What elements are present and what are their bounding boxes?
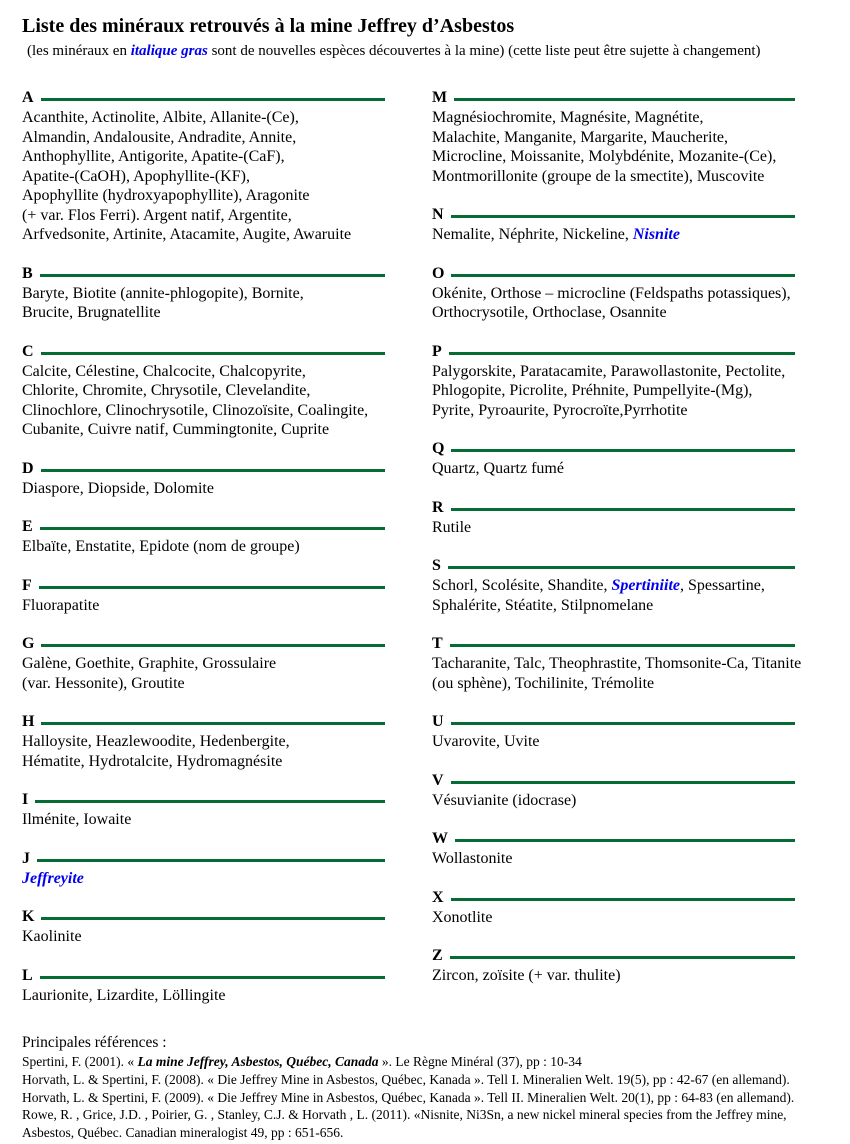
section-F <box>22 576 385 616</box>
mineral-line <box>22 752 385 772</box>
mineral-line <box>22 986 385 1006</box>
text-segment: Almandin, Andalousite, Andradite, Annite, <box>22 128 297 146</box>
letter-heading <box>432 264 795 284</box>
text-segment: Tacharanite, Talc, Theophrastite, Thomsonite-Ca, Titanite <box>432 655 802 672</box>
references-heading: Principales références : <box>22 1034 167 1051</box>
letter-heading <box>22 517 385 537</box>
letter-label: R <box>432 498 444 516</box>
section-V <box>432 771 795 811</box>
letter-label: D <box>22 459 34 477</box>
text-segment: Halloysite, Heazlewoodite, Hedenbergite, <box>22 733 290 750</box>
mineral-line <box>432 362 795 382</box>
text-segment: Cubanite, Cuivre natif, Cummingtonite, Cuprite <box>22 421 330 438</box>
text-segment: Palygorskite, Paratacamite, Parawollastonite, Pectolite, <box>432 362 786 380</box>
new-species-name: Spertiniite <box>611 577 680 594</box>
mineral-line <box>432 518 795 538</box>
text-segment: Montmorillonite (groupe de la smectite), Muscovite <box>432 167 765 185</box>
mineral-line <box>22 596 385 616</box>
text-segment: Arfvedsonite, Artinite, Atacamite, Augite, Awaruite <box>22 226 352 243</box>
letter-label: I <box>22 791 29 808</box>
mineral-line <box>432 576 795 596</box>
rule-line <box>450 644 795 647</box>
mineral-line <box>432 128 795 148</box>
text-segment: Malachite, Manganite, Margarite, Maucherite, <box>432 128 729 146</box>
rule-line <box>451 274 795 277</box>
section-T <box>432 634 802 693</box>
page-title: Liste des minéraux retrouvés à la mine Jeffrey d’Asbestos <box>22 15 515 37</box>
text-segment: (var. Hessonite), Groutite <box>22 674 185 692</box>
section-S <box>432 556 795 615</box>
mineral-line <box>432 966 795 986</box>
letter-label: S <box>432 557 441 574</box>
letter-label: F <box>22 576 32 594</box>
section-D <box>22 459 385 499</box>
rule-line <box>35 800 385 803</box>
text-segment: Fluorapatite <box>22 596 100 614</box>
text-segment: Chlorite, Chromite, Chrysotile, Clevelandite, <box>22 382 311 399</box>
letter-heading <box>432 88 795 108</box>
text-segment: Rutile <box>432 518 472 536</box>
letter-heading <box>432 342 795 362</box>
letter-label: U <box>432 713 444 730</box>
text-segment: Vésuvianite (idocrase) <box>432 791 577 809</box>
letter-heading <box>432 712 795 732</box>
text-segment: Acanthite, Actinolite, Albite, Allanite-(Ce), <box>22 109 299 126</box>
letter-label: E <box>22 518 33 535</box>
text-segment: Magnésiochromite, Magnésite, Magnétite, <box>432 109 704 126</box>
rule-line <box>451 215 795 218</box>
letter-label: J <box>22 849 30 867</box>
text-segment: Wollastonite <box>432 850 513 867</box>
letter-label: L <box>22 966 33 984</box>
section-Z <box>432 946 795 986</box>
section-X <box>432 888 795 928</box>
section-W <box>432 829 795 869</box>
rule-line <box>451 781 795 784</box>
text-segment: ». Le Règne Minéral (37), pp : 10-34 <box>378 1054 582 1069</box>
mineral-line <box>432 849 795 869</box>
letter-label: N <box>432 206 444 223</box>
text-segment: Apatite-(CaOH), Apophyllite-(KF), <box>22 167 250 185</box>
section-G <box>22 634 385 693</box>
letter-label: B <box>22 264 33 282</box>
mineral-line <box>22 927 385 947</box>
rule-line <box>40 274 385 277</box>
text-segment: Brucite, Brugnatellite <box>22 304 161 321</box>
subtitle-text: sont de nouvelles espèces découvertes à la mine) (cette liste peut être sujette à changement) <box>207 43 761 59</box>
mineral-line <box>22 381 385 401</box>
mineral-line <box>22 147 385 167</box>
text-segment: Apophyllite (hydroxyapophyllite), Aragonite <box>22 187 310 204</box>
mineral-line <box>22 128 385 148</box>
text-segment: Anthophyllite, Antigorite, Apatite-(CaF), <box>22 148 285 165</box>
mineral-line <box>22 108 385 128</box>
rule-line <box>451 722 795 725</box>
rule-line <box>451 898 795 901</box>
text-segment: Uvarovite, Uvite <box>432 733 540 750</box>
letter-heading <box>22 459 385 479</box>
column-right <box>432 88 802 1005</box>
letter-label: H <box>22 713 35 730</box>
rule-line <box>451 508 795 511</box>
mineral-line <box>22 537 385 557</box>
mineral-line <box>432 674 795 694</box>
letter-label: W <box>432 830 448 847</box>
section-U <box>432 712 795 752</box>
mineral-line <box>22 284 385 304</box>
letter-heading <box>432 205 795 225</box>
mineral-line <box>22 654 385 674</box>
text-segment: Hématite, Hydrotalcite, Hydromagnésite <box>22 752 283 770</box>
text-segment: Sphalérite, Stéatite, Stilpnomelane <box>432 596 654 614</box>
section-L <box>22 966 385 1006</box>
mineral-line <box>432 791 795 811</box>
mineral-line <box>22 167 385 187</box>
text-segment: Rowe, R. , Grice, J.D. , Poirier, G. , Stanley, C.J. & Horvath , L. (2011). «Nisnite, Ni3Sn, a new nickel mineral species from the Jeffrey mine, <box>22 1107 787 1123</box>
mineral-line <box>432 401 795 421</box>
rule-line <box>41 469 385 472</box>
text-segment: Horvath, L. & Spertini, F. (2009). « Die Jeffrey Mine in Asbestos, Québec, Kanada ». Tell II. Mineralien Welt. 20(1), pp : 64-83 (en allemand). <box>22 1089 795 1105</box>
rule-line <box>455 839 795 842</box>
letter-label: O <box>432 264 445 282</box>
reference-item <box>22 1053 818 1071</box>
mineral-line <box>22 225 385 245</box>
mineral-line <box>22 869 385 889</box>
section-R <box>432 498 795 538</box>
mineral-line <box>22 674 385 694</box>
rule-line <box>41 98 385 101</box>
section-E <box>22 517 385 557</box>
letter-heading <box>22 712 385 732</box>
section-I <box>22 790 385 830</box>
text-segment: Spertini, F. (2001). « <box>22 1054 138 1069</box>
text-segment: Calcite, Célestine, Chalcocite, Chalcopyrite, <box>22 362 306 380</box>
text-segment: Diaspore, Diopside, Dolomite <box>22 479 214 497</box>
mineral-line <box>22 362 385 382</box>
letter-heading <box>22 264 385 284</box>
text-segment: Microcline, Moissanite, Molybdénite, Mozanite-(Ce), <box>432 148 777 165</box>
rule-line <box>41 722 385 725</box>
text-segment: (+ var. Flos Ferri). Argent natif, Argentite, <box>22 206 292 224</box>
mineral-line <box>22 206 385 226</box>
text-segment: , Spessartine, <box>679 577 765 594</box>
column-left <box>22 88 385 1024</box>
letter-heading <box>22 790 385 810</box>
letter-label: A <box>22 89 34 106</box>
letter-heading <box>22 634 385 654</box>
section-J <box>22 849 385 889</box>
text-segment: Xonotlite <box>432 908 493 926</box>
letter-label: C <box>22 342 34 360</box>
mineral-line <box>432 167 795 187</box>
rule-line <box>449 352 795 355</box>
text-segment: Elbaïte, Enstatite, Epidote (nom de groupe) <box>22 538 300 555</box>
rule-line <box>37 859 385 862</box>
new-species-name: Nisnite <box>632 226 680 243</box>
letter-label: X <box>432 888 444 906</box>
letter-label: P <box>432 342 442 360</box>
section-N <box>432 205 795 245</box>
mineral-line <box>22 420 385 440</box>
rule-line <box>454 98 795 101</box>
mineral-line <box>22 810 385 830</box>
mineral-line <box>432 303 795 323</box>
mineral-columns <box>22 88 818 1024</box>
letter-heading <box>432 556 795 576</box>
section-H <box>22 712 385 771</box>
rule-line <box>39 586 385 589</box>
text-segment: Baryte, Biotite (annite-phlogopite), Bornite, <box>22 284 304 302</box>
mineral-line <box>432 147 795 167</box>
text-segment: Kaolinite <box>22 928 82 945</box>
reference-item <box>22 1089 818 1107</box>
new-species-name: Jeffreyite <box>22 869 84 887</box>
text-segment: (ou sphène), Tochilinite, Trémolite <box>432 674 655 692</box>
letter-heading <box>432 439 795 459</box>
mineral-line <box>22 479 385 499</box>
references-list <box>22 1053 818 1142</box>
mineral-line <box>432 381 795 401</box>
reference-item <box>22 1071 818 1089</box>
section-O <box>432 264 795 323</box>
text-segment: Asbestos, Québec. Canadian mineralogist 49, pp : 651-656. <box>22 1125 344 1141</box>
letter-heading <box>22 88 385 108</box>
section-K <box>22 907 385 947</box>
rule-line <box>451 449 795 452</box>
text-segment: Pyrite, Pyroaurite, Pyrocroïte,Pyrrhotite <box>432 401 688 419</box>
section-Q <box>432 439 795 479</box>
text-segment: Horvath, L. & Spertini, F. (2008). « Die Jeffrey Mine in Asbestos, Québec, Kanada ». Tell I. Mineralien Welt. 19(5), pp : 42-67 (en allemand). <box>22 1071 790 1087</box>
letter-heading <box>22 907 385 927</box>
mineral-line <box>432 459 795 479</box>
rule-line <box>41 352 385 355</box>
subtitle-text: (les minéraux en <box>27 43 131 59</box>
mineral-line <box>432 654 802 674</box>
mineral-line <box>432 284 795 304</box>
mineral-line <box>432 732 795 752</box>
letter-label: V <box>432 771 444 789</box>
mineral-line <box>22 401 385 421</box>
mineral-line <box>22 303 385 323</box>
letter-heading <box>432 634 795 654</box>
subtitle-highlight: italique gras <box>130 43 208 59</box>
reference-item <box>22 1124 818 1142</box>
rule-line <box>41 917 385 920</box>
mineral-line <box>432 225 795 245</box>
section-P <box>432 342 795 421</box>
letter-heading <box>22 966 385 986</box>
letter-heading <box>432 829 795 849</box>
mineral-line <box>432 108 795 128</box>
letter-label: M <box>432 89 448 106</box>
text-segment: Schorl, Scolésite, Shandite, <box>432 577 612 594</box>
letter-heading <box>432 771 795 791</box>
text-segment: Orthocrysotile, Orthoclase, Osannite <box>432 304 667 321</box>
letter-heading <box>22 849 385 869</box>
rule-line <box>448 566 795 569</box>
section-A <box>22 88 385 245</box>
mineral-line <box>22 732 385 752</box>
section-C <box>22 342 385 440</box>
letter-label: Q <box>432 440 445 457</box>
references <box>22 1032 818 1142</box>
rule-line <box>450 956 795 959</box>
mineral-line <box>432 908 795 928</box>
text-segment: Clinochlore, Clinochrysotile, Clinozoïsite, Coalingite, <box>22 401 369 419</box>
letter-label: T <box>432 635 443 652</box>
reference-item <box>22 1106 818 1124</box>
text-segment: Phlogopite, Picrolite, Préhnite, Pumpellyite-(Mg), <box>432 382 753 399</box>
text-segment: Zircon, zoïsite (+ var. thulite) <box>432 967 621 984</box>
mineral-line <box>22 186 385 206</box>
letter-label: G <box>22 635 35 652</box>
text-segment: Nemalite, Néphrite, Nickeline, <box>432 226 633 243</box>
letter-heading <box>432 888 795 908</box>
reference-title: La mine Jeffrey, Asbestos, Québec, Canada <box>137 1054 379 1069</box>
letter-label: Z <box>432 947 443 964</box>
letter-heading <box>22 342 385 362</box>
letter-label: K <box>22 908 35 925</box>
letter-heading <box>432 498 795 518</box>
text-segment: Okénite, Orthose – microcline (Feldspaths potassiques), <box>432 284 791 302</box>
mineral-line <box>432 596 795 616</box>
rule-line <box>40 976 385 979</box>
letter-heading <box>22 576 385 596</box>
text-segment: Galène, Goethite, Graphite, Grossulaire <box>22 655 277 672</box>
section-B <box>22 264 385 323</box>
section-M <box>432 88 795 186</box>
rule-line <box>41 644 385 647</box>
rule-line <box>40 527 385 530</box>
text-segment: Ilménite, Iowaite <box>22 811 132 828</box>
letter-heading <box>432 946 795 966</box>
page-subtitle <box>27 41 818 61</box>
text-segment: Laurionite, Lizardite, Löllingite <box>22 986 226 1004</box>
text-segment: Quartz, Quartz fumé <box>432 460 564 477</box>
